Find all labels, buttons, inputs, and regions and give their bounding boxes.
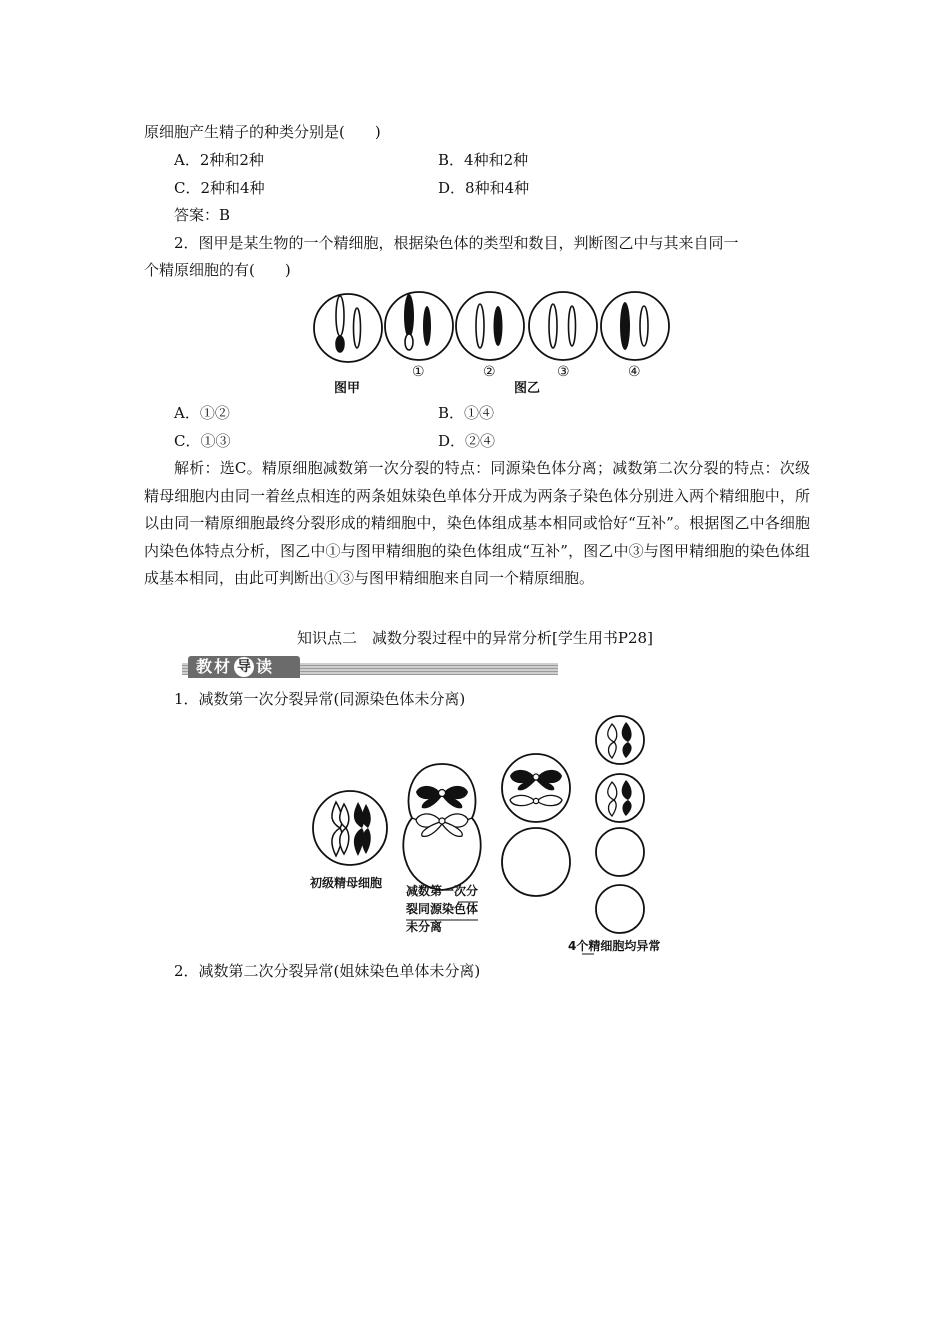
cell-secondary-top bbox=[502, 754, 570, 822]
q2-analysis: 解析：选C。精原细胞减数第一次分裂的特点：同源染色体分离；减数第二次分裂的特点：次级精母细胞内由同一着丝点相连的两条姐妹染色单体分开成为两条子染色体分别进入两个精细胞中，所以由同一精原细胞最终分裂形成的精细胞中，染色体组成基本相同或恰好“互补”。根据图乙中各细胞内染色体特点分析，图乙中①与图甲精细胞的染色体组成“互补”，图乙中③与图甲精细胞的染色体组成基本相同，由此可判断出①③与图甲精细胞来自同一个精原细胞。 bbox=[144, 459, 810, 587]
label-primary-spermatocyte: 初级精母细胞 bbox=[310, 876, 383, 890]
sperm-cell-2 bbox=[596, 774, 644, 822]
section-title: 知识点二 减数分裂过程中的异常分析[学生用书P28] bbox=[297, 629, 653, 647]
q2-stem-line1: 2．图甲是某生物的一个精细胞，根据染色体的类型和数目，判断图乙中与其来自同一 bbox=[174, 234, 739, 252]
cell-3 bbox=[529, 292, 597, 360]
q2-stem-line2: 个精原细胞的有( ) bbox=[144, 261, 291, 279]
point2-title: 2．减数第二次分裂异常(姐妹染色单体未分离) bbox=[174, 962, 481, 980]
q2-option-a: A．①② bbox=[174, 404, 230, 422]
cell-2 bbox=[456, 292, 524, 360]
label-mid-2: 裂同源染色体 bbox=[406, 902, 479, 916]
point1-title: 1．减数第一次分裂异常(同源染色体未分离) bbox=[174, 690, 466, 708]
label-mid-1: 减数第一次分 bbox=[406, 884, 479, 898]
cell-jia bbox=[314, 294, 382, 362]
cell-4 bbox=[601, 292, 669, 360]
fig-label-jia: 图甲 bbox=[334, 381, 361, 396]
fig-number-4: ④ bbox=[628, 364, 641, 380]
q1-answer: 答案：B bbox=[174, 206, 231, 224]
label-mid-3: 未分离 bbox=[406, 920, 443, 934]
banner-text-mid: 导 bbox=[234, 657, 254, 677]
fig-number-3: ③ bbox=[557, 364, 570, 380]
fig-number-1: ① bbox=[412, 364, 425, 380]
q2-option-c: C．①③ bbox=[174, 432, 231, 450]
cell-secondary-bottom bbox=[502, 828, 570, 896]
sperm-cell-1 bbox=[596, 716, 644, 764]
banner-text-right: 读 bbox=[256, 657, 275, 676]
banner-tab bbox=[188, 656, 300, 678]
q2-option-d: D．②④ bbox=[438, 432, 496, 450]
sperm-cell-3 bbox=[596, 828, 644, 876]
banner-text-left: 教材 bbox=[196, 657, 233, 676]
q1-option-c: C．2种和4种 bbox=[174, 179, 265, 197]
label-four-sperm: 4个精细胞均异常 bbox=[568, 939, 661, 953]
section-banner bbox=[182, 657, 558, 677]
q1-option-d: D．8种和4种 bbox=[438, 179, 530, 197]
meiosis-figure bbox=[300, 710, 690, 958]
sperm-cell-4 bbox=[596, 885, 644, 933]
q1-stem-tail: 原细胞产生精子的种类分别是( ) bbox=[144, 123, 381, 141]
cell-primary-spermatocyte bbox=[313, 791, 387, 865]
q1-option-b: B．4种和2种 bbox=[438, 151, 529, 169]
chromosome-figure-q2 bbox=[308, 286, 680, 402]
fig-number-2: ② bbox=[483, 364, 496, 380]
fig-label-yi: 图乙 bbox=[514, 381, 541, 396]
q1-option-a: A．2种和2种 bbox=[174, 151, 264, 169]
q2-option-b: B．①④ bbox=[438, 404, 495, 422]
cell-1 bbox=[385, 292, 453, 360]
cell-dividing bbox=[403, 764, 480, 890]
